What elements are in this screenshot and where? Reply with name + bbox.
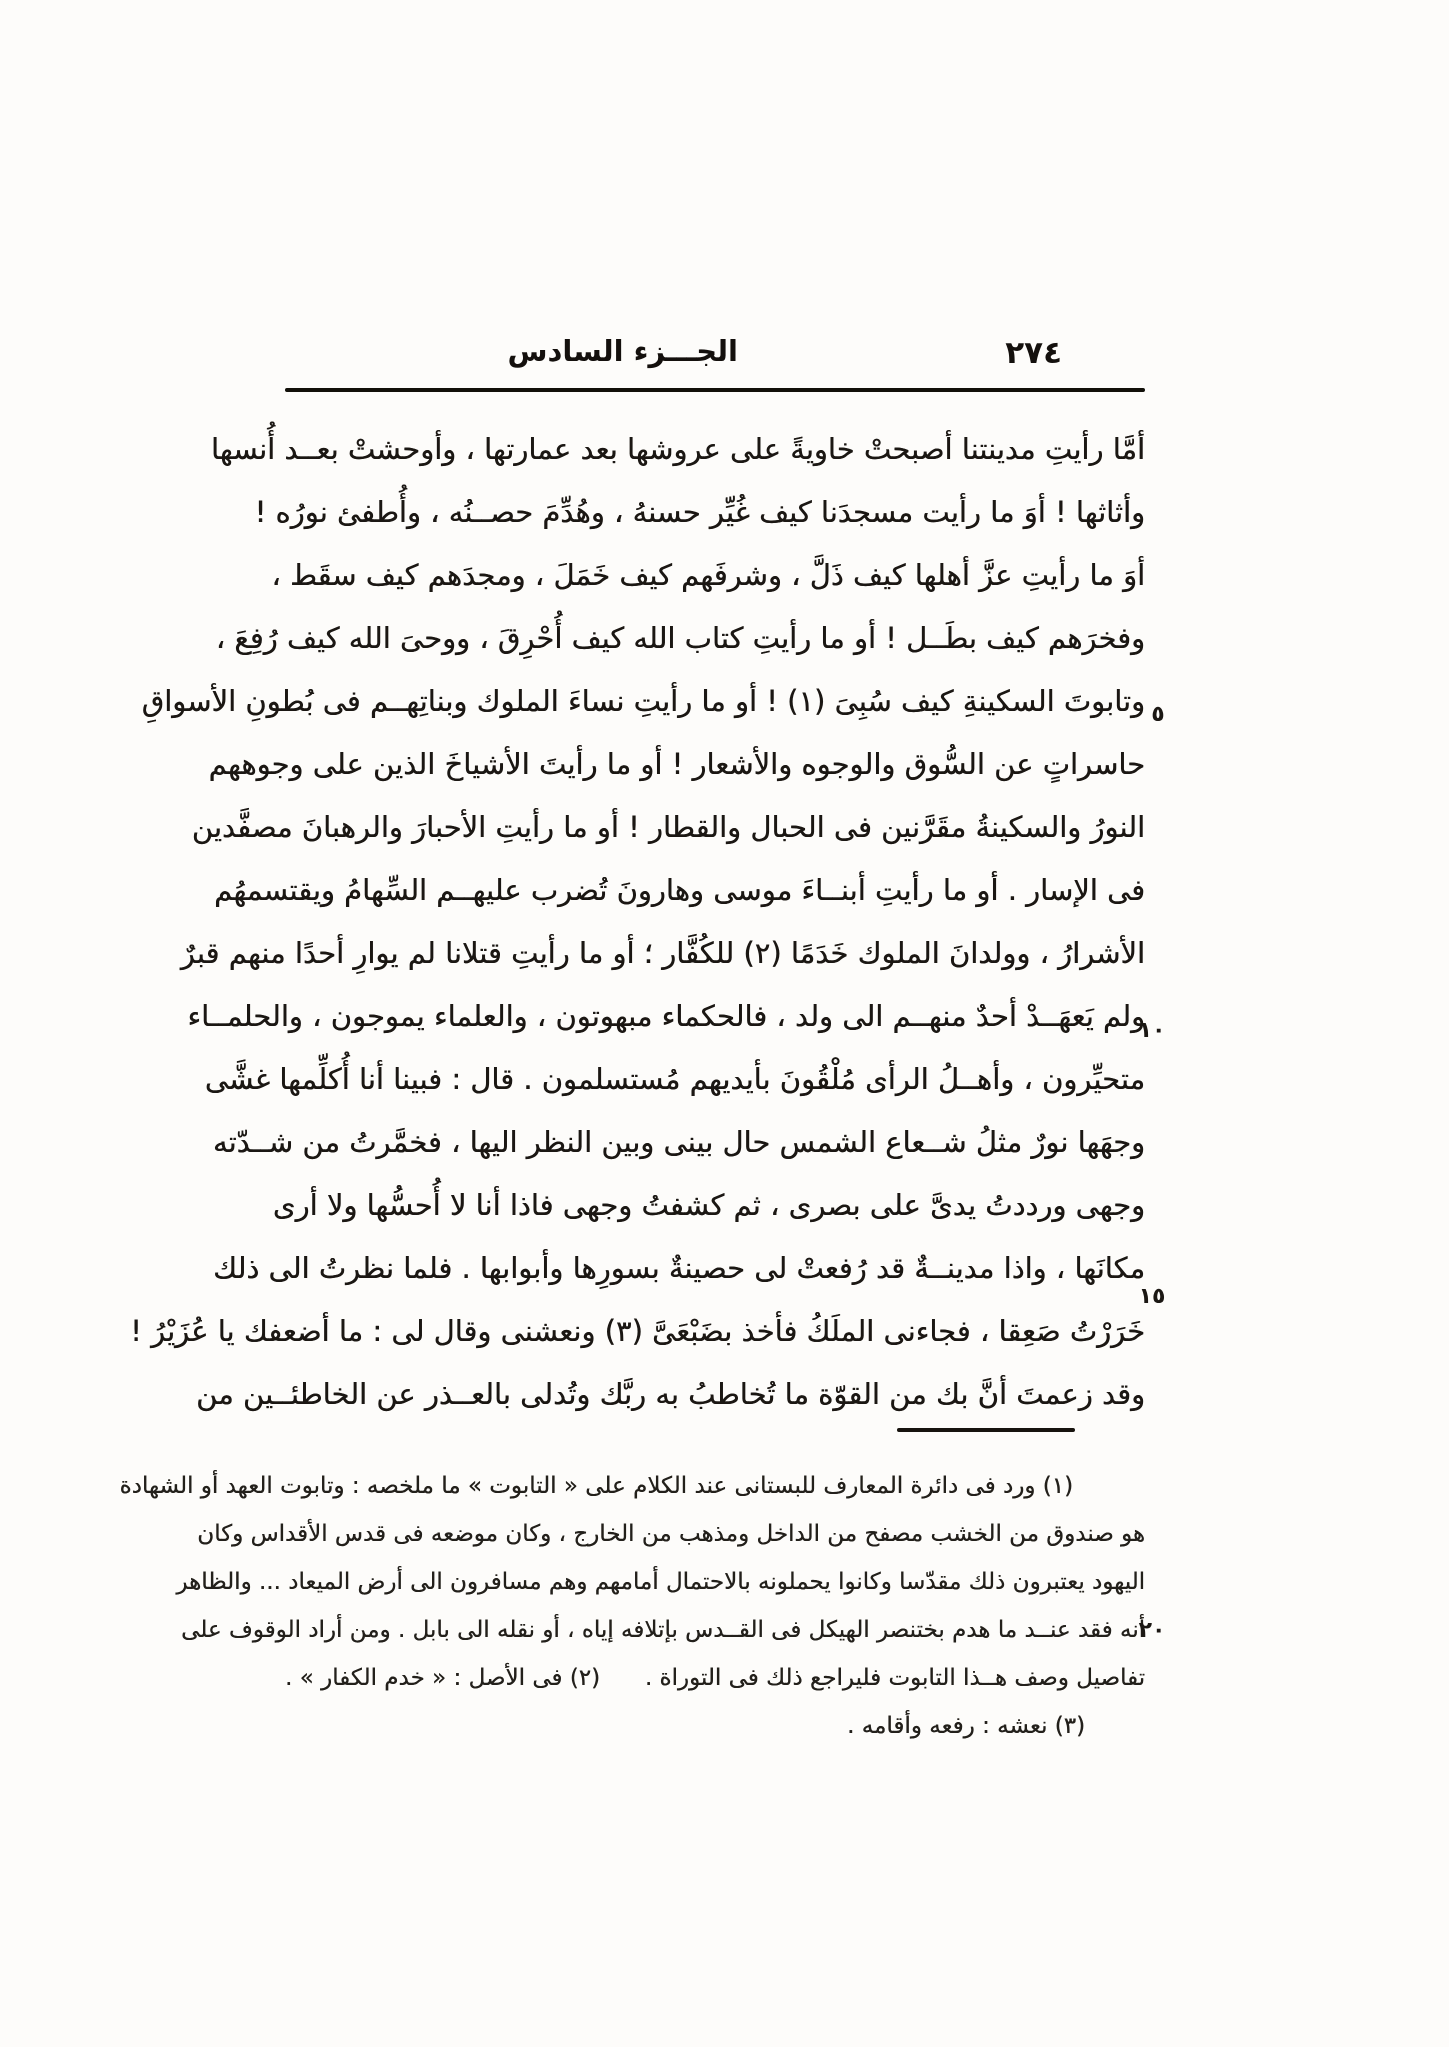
body-line: فى الإسار . أو ما رأيتِ أبنــاءَ موسى وهارونَ تُضرب عليهــم السِّهامُ ويقتسمهُم (214, 873, 1145, 907)
margin-line-number: ٢٠ (1138, 1618, 1166, 1643)
footnote-line: أنه فقد عنــد ما هدم بختنصر الهيكل فى القــدس بإتلافه إياه ، أو نقله الى بابل . ومن أراد الوقوف على (181, 1617, 1145, 1643)
body-line: متحيِّرون ، وأهــلُ الرأى مُلْقُونَ بأيديهم مُستسلمون . قال : فبينا أنا أُكلِّمها غشَّى (204, 1062, 1145, 1096)
body-line: وتابوتَ السكينةِ كيف سُبِىَ (١) ! أو ما رأيتِ نساءَ الملوك وبناتِهــم فى بُطونِ الأسواقِ (141, 684, 1145, 718)
body-line: الأشرارُ ، وولدانَ الملوك خَدَمًا (٢) للكُفَّار ؛ أو ما رأيتِ قتلانا لم يوارِ أحدًا منهم قبرٌ (180, 936, 1145, 970)
body-line: أمَّا رأيتِ مدينتنا أصبحتْ خاويةً على عروشها بعد عمارتها ، وأوحشتْ بعــد أُنسها (210, 432, 1145, 466)
margin-line-number: ١٠ (1138, 1018, 1166, 1043)
body-line: حاسراتٍ عن السُّوق والوجوه والأشعار ! أو ما رأيتَ الأشياخَ الذين على وجوههم (208, 747, 1145, 781)
body-line: وفخرَهم كيف بطَــل ! أو ما رأيتِ كتاب الله كيف أُحْرِقَ ، ووحىَ الله كيف رُفِعَ ، (215, 621, 1145, 655)
footnote-line: (٣) نعشه : رفعه وأقامه . (847, 1713, 1085, 1739)
page-number: ٢٧٤ (1005, 335, 1062, 371)
footnote-note1-end: تفاصيل وصف هــذا التابوت فليراجع ذلك فى التوراة . (644, 1665, 1145, 1691)
section-title: الجـــزء السادس (507, 334, 738, 368)
footnote-line (285, 1654, 1145, 1702)
page-header (285, 323, 1145, 379)
footnote-separator (897, 1428, 1075, 1432)
header-rule (285, 388, 1145, 392)
footnotes (119, 1462, 1145, 1750)
margin-line-number: ١٥ (1138, 1284, 1166, 1309)
body-line: وجهى ورددتُ يدىَّ على بصرى ، ثم كشفتُ وجهى فاذا أنا لا أُحسُّها ولا أرى (272, 1188, 1145, 1222)
body-line: النورُ والسكينةُ مقَرَّنين فى الحبال والقطار ! أو ما رأيتِ الأحبارَ والرهبانَ مصفَّدين (191, 810, 1145, 844)
margin-line-number: ٥ (1151, 702, 1165, 727)
body-line: خَرَرْتُ صَعِقا ، فجاءنى الملَكُ فأخذ بضَبْعَىَّ (٣) ونعشنى وقال لى : ما أضعفك يا عُزَيْرُ ! (130, 1314, 1145, 1348)
body-line: ولم يَعهَــدْ أحدٌ منهــم الى ولد ، فالحكماء مبهوتون ، والعلماء يموجون ، والحلمــاء (187, 999, 1145, 1033)
body-text (130, 418, 1145, 1426)
body-line: وقد زعمتَ أنَّ بك من القوّة ما تُخاطبُ به ربَّك وتُدلى بالعــذر عن الخاطئــين من (196, 1377, 1145, 1411)
footnote-note2: (٢) فى الأصل : « خدم الكفار » . (285, 1665, 601, 1691)
body-line: مكانَها ، واذا مدينــةٌ قد رُفعتْ لى حصينةٌ بسورِها وأبوابها . فلما نظرتُ الى ذلك (213, 1251, 1145, 1285)
footnote-line: هو صندوق من الخشب مصفح من الداخل ومذهب من الخارج ، وكان موضعه فى قدس الأقداس وكان (197, 1521, 1145, 1547)
body-line: وأثاثها ! أوَ ما رأيت مسجدَنا كيف غُيِّر حسنهُ ، وهُدِّمَ حصــنُه ، وأُطفئ نورُه ! (254, 495, 1145, 529)
body-line: أوَ ما رأيتِ عزَّ أهلها كيف ذَلَّ ، وشرفَهم كيف خَمَلَ ، ومجدَهم كيف سقَط ، (271, 558, 1145, 592)
footnote-line: (١) ورد فى دائرة المعارف للبستانى عند الكلام على « التابوت » ما ملخصه : وتابوت العهد أو الشهادة (119, 1473, 1073, 1499)
body-line: وجهَها نورٌ مثلُ شــعاع الشمس حال بينى وبين النظر اليها ، فخمَّرتُ من شــدّته (212, 1125, 1145, 1159)
footnote-line: اليهود يعتبرون ذلك مقدّسا وكانوا يحملونه بالاحتمال أمامهم وهم مسافرون الى أرض الميعاد ... والظاهر (176, 1569, 1145, 1595)
